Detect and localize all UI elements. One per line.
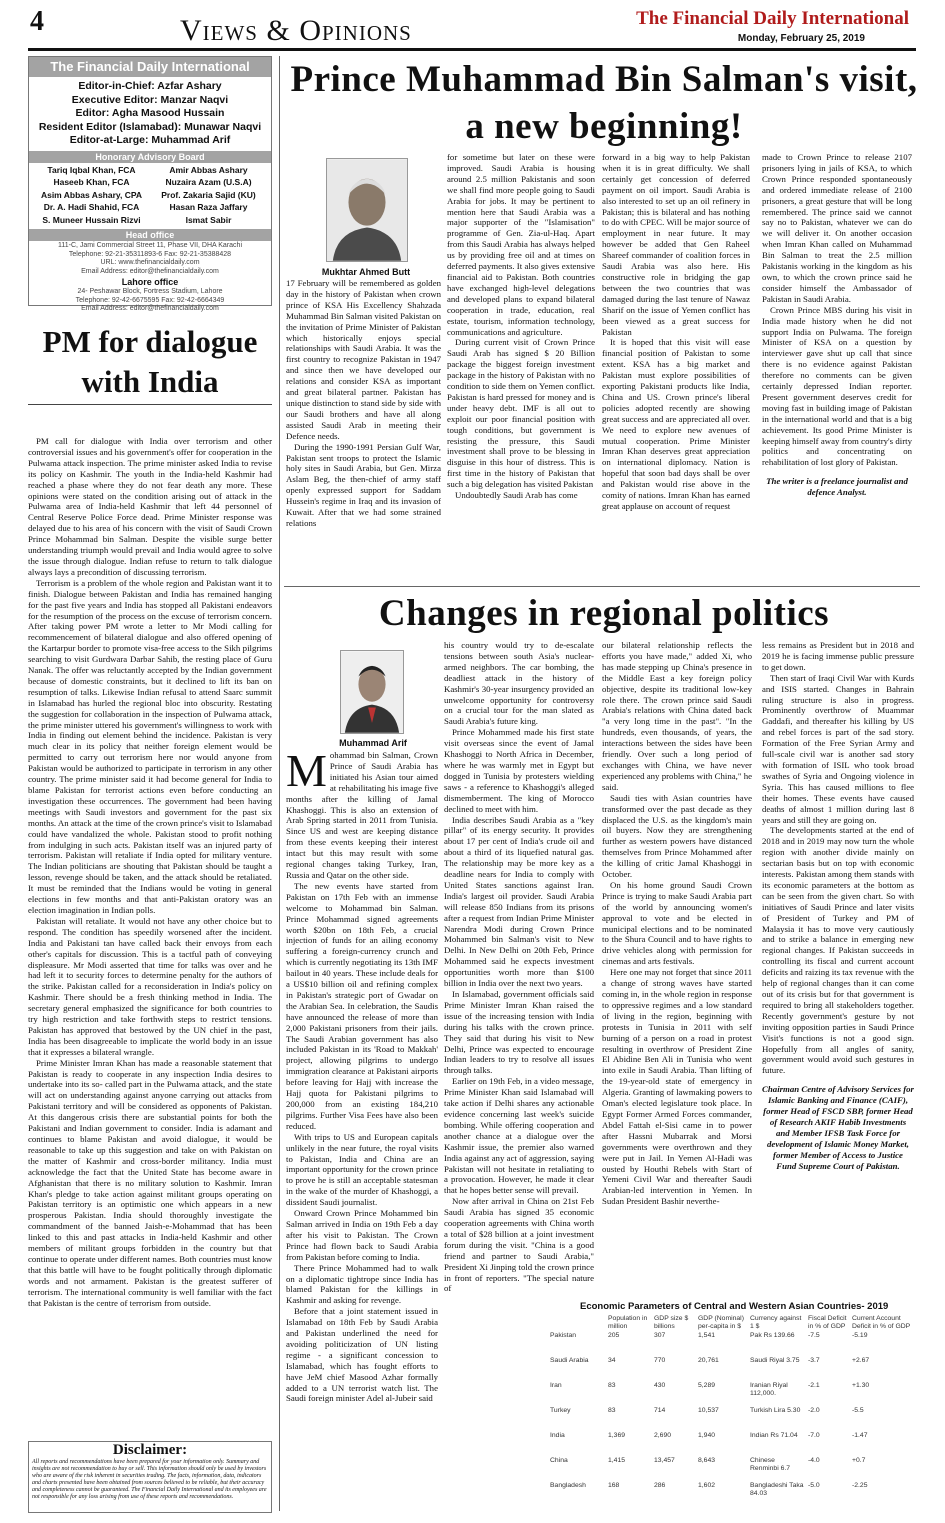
table-cell: 307	[654, 1332, 666, 1339]
table-cell: 770	[654, 1357, 666, 1364]
article1-col4	[762, 152, 912, 582]
table-cell: 205	[608, 1332, 620, 1339]
lahore-office-title: Lahore office	[121, 277, 179, 288]
issue-date: Monday, February 25, 2019	[737, 33, 865, 44]
article2-paragraph: Prince Mohammed made his first state visit overseas since the event of Jamal Khashoggi to North Africa in December, where he was warmly met in Egypt but dogged in Tunisia by protesters wielding saws - a reference to Khashoggi's alleged dismemberment. The king of Morocco declined to meet with him.	[444, 727, 594, 814]
editorial-paragraph: Terrorism is a problem of the whole region and Pakistan want it to finish. Dialogue between Pakistan and India has remained hanging for the past five years and India has stopped all Pakistani endeavors for the resumption of the process on the excuse of terrorism concern. After taking power PM wrote a letter to Mr Modi calling for recommencement of bilateral dialogue and also offered opening of the Kartarpur border to promote visa-free access to the Sikh pilgrims searching to visit Gurdwara Darbar Sahib, the resting place of Guru Nanak. The offer was reluctantly accepted by the Indian government because of domestic constraints, but it declined to lift its ban on resumption of talks. Likewise Indian refusal to attend Saarc summit in Islamabad has hurled the regional bloc into obscurity. Restating the suggestion for collaboration in the inspection of Pulwama attack, the prime minister uttered his government's willingness to work with India in finding out element behind the incidence. Pakistan is very much clear in its policy that neither foreign element would be permitted to carry out terrorism here nor would anyone from Pakistan would be authorized to participate in terrorism in any other country. The prime minister said it had become general for India to blame Pakistan for terrorist actions even before conducting an investigation these occurrences. The government had been having meetings with Saudi investors and government for the past six months. An attack at the time of the crown prince's visit to Islamabad could have vandalized the whole. Pakistan stood to profit nothing from indulging in such acts. Pakistan itself was an injured party of terrorism. Pakistan will retaliate if India opted for military venture. The Indian politicians are shouting that Pakistan should be taught a lesson, revenge should be taken, and the attack should be retaliated. It must be reminded that the Indians would be voting in general elections in few months and that anti-Pakistan oratory was an election imagination in Indian polls.	[28, 577, 272, 915]
article2-paragraph: his country would try to de-escalate tensions between south Asia's nuclear-armed neighbors. The car bombing, the deadliest attack in the history of Kashmir's 30-year insurgency provided an unwelcome opportunity for controversy on a crucial tour for the man slated as Saudi Arabia's future king.	[444, 640, 594, 727]
table-row	[548, 1357, 920, 1382]
table-cell: -1.47	[852, 1432, 868, 1439]
table-cell: Turkish Lira 5.30	[750, 1407, 801, 1414]
table-row	[548, 1482, 920, 1507]
table-cell: 1,541	[698, 1332, 716, 1339]
country-cell: Turkey	[550, 1407, 571, 1414]
table-header: Population in million	[608, 1315, 648, 1330]
table-cell: 1,369	[608, 1432, 626, 1439]
article1-title: Prince Muhammad Bin Salman's visit, a new beginning!	[290, 59, 918, 147]
table-cell: -5.19	[852, 1332, 868, 1339]
economic-parameters-table	[548, 1314, 920, 1507]
advisor: Asim Abbas Ashary, CPA	[40, 189, 143, 200]
editor-line: Resident Editor (Islamabad): Munawar Naqvi	[38, 120, 262, 133]
table-row	[548, 1432, 920, 1457]
table-cell: 10,537	[698, 1407, 719, 1414]
article2-signature: Chairman Centre of Advisory Services for Islamic Banking and Finance (CAIF), former Head of FSCD SBP, former Head of Research AKIF Habib Investments and Member IFSB Task Force for development of Islamic Money Market, former Member of Access to Justice Fund Supreme Court of Pakistan.	[762, 1084, 914, 1171]
newspaper-brand: The Financial Daily International	[636, 8, 909, 29]
article2-paragraph: In Islamabad, government officials said Prime Minister Imran Khan raised the issue of the increasing tension with India during his talks with the crown prince. They said that during his visit to New Delhi, Prince was expected to encourage Indian leaders to try to resolve all issues through talks.	[444, 989, 594, 1076]
article2-paragraph: With trips to US and European capitals unlikely in the near future, the royal visits to Pakistan, India and China are an important opportunity for the crown prince to prove he is still an acceptable statesman in the wake of the murder of Khashoggi, a dissident Saudi journalist.	[286, 1131, 438, 1208]
article1-paragraph: It is hoped that this visit will ease financial position of Pakistan to some extent. KSA has a big market and Pakistan must explore possibilities of exporting Pakistani products like India, China and US. Crown prince's liberal policies adopted recently are showing great success and are appreciated all over. We need to explore new avenues of mutual cooperation. Prime Minister Imran Khan deserves great appreciation on international diplomacy. Nation is hopeful that soon bad days shall be over and Pakistan would rise above in the comity of nations. Imran Khan has earned great applause on account of request	[602, 337, 750, 511]
table-cell: 13,457	[654, 1457, 675, 1464]
article2-paragraph	[286, 745, 438, 881]
advisor: Nuzaira Azam (U.S.A)	[165, 177, 252, 188]
address-line: 24- Peshawar Block, Fortress Stadium, Lahore	[77, 288, 223, 296]
article1-col2	[447, 152, 595, 582]
article1-paragraph: During current visit of Crown Prince Saudi Arab has signed $ 20 Billion package the biggest foreign investment package in the history of Pakistan with no condition to side them on Yemen conflict. Pakistan is hard pressed for money and is under heavy debt. IMF is all out to exploit our poor financial position with tough conditions, but government is resisting the pressure, this Saudi investment shall prove to be blessing in disguise in this hour of distress. This is first time in the history of Pakistan that such a big delegation has visited Pakistan	[447, 337, 595, 490]
email-line: Email Address: editor@thefinancialdaily.com	[81, 267, 219, 275]
editor-line: Editor: Agha Masood Hussain	[75, 107, 225, 119]
advisor: Ismat Sabir	[185, 214, 232, 225]
article1-signature: The writer is a freelance journalist and defence Analyst.	[766, 476, 908, 498]
table-header: Currency against 1 $	[750, 1315, 802, 1330]
column-divider	[279, 56, 280, 1511]
table-row	[548, 1457, 920, 1482]
article1-paragraph: forward in a big way to help Pakistan when it is in great difficulty. We shall certainly get concession of deferred payment on oil import. Saudi Arabia is also interested to set up an oil refinery in Pakistan; this is bilateral and has nothing to do with CPEC. Will be major source of employment in near future. It may however be added that Gen Raheel Shareef commander of coalition forces in Saudi Arabia was also here. His constructive role in bridging the gap between the two countries that was damaged during the last tenure of Nawaz Sharif on the issue of Yemen conflict has been viewed as a great success for Pakistan	[602, 152, 750, 337]
table-cell: 286	[654, 1482, 666, 1489]
article2-paragraph: Here one may not forget that since 2011 a change of strong waves have started coming in, in the whole region in response to oppressive regimes and a low standard of living in the region, beginning with protests in Tunisia in 2011 with self burning of a person on a road in protest resulting in overthrow of President Zine El Abidine Ben Ali in Tunisia who went into exile in Saudi Arabia. Than lifting of the 19-year-old state of emergency in Algeria. Granting of lawmaking powers to Oman's elected legislature took place. In Egypt Former Armed Forces commander, Abdel Fattah el-Sisi came in to power after Hassni Mubarrak and Morsi governments were overthrown and they were put in Jail. In Yemen Al-Hadi was ousted by Houthi Rebels with Start of Yemeni Civil War and thereafter Saudi Arabian-led intervention in Yemen. In Sudan President Bashir neverthe-	[602, 967, 752, 1207]
table-cell: Pak Rs 139.66	[750, 1332, 795, 1339]
advisory-board-list	[29, 163, 271, 228]
table-title: Economic Parameters of Central and Western Asian Countries- 2019	[580, 1301, 889, 1312]
editor-line: Editor-in-Chief: Azfar Ashary	[78, 80, 222, 92]
table-cell: 1,602	[698, 1482, 716, 1489]
advisor: S. Muneer Hussain Rizvi	[42, 214, 141, 225]
page-header	[0, 0, 945, 52]
country-cell: Saudi Arabia	[550, 1357, 589, 1364]
table-cell: 83	[608, 1382, 616, 1389]
editor-line: Editor-at-Large: Muhammad Arif	[69, 134, 231, 146]
article2-paragraph: Then start of Iraqi Civil War with Kurds and ISIS started. Changes in Bahrain ruling structure is also in progress. Prominently overthrow of Muammar Gaddafi, and thereafter his killing by US and rebel forces is part of the sad story. Formation of the Free Syrian Army and full-scale civil war is another sad story with formation of ISIL who took broad swathes of Syria and Ongoing violence in Syria. This has caused millions to flee their homes. These events have caused deaths of almost 1 million during last 8 years and still they are going on.	[762, 672, 914, 825]
article2-paragraph: Saudi ties with Asian countries have transformed over the past decade as they displaced the U.S. as the kingdom's main oil buyers. Now they are strengthening further as western powers have distanced themselves from Prince Mohammed after the killing of critic Jamal Khashoggi in October.	[602, 792, 752, 880]
table-body	[548, 1332, 920, 1507]
article2-paragraph: our bilateral relationship reflects the efforts you have made," added Xi, who has made stepping up China's presence in the Middle East a key foreign policy objective, despite its traditional low-key role there. The crown prince said Saudi Arabia's relations with China dated back "a very long time in the past". "In the hundreds, even thousands, of years, the interactions between the sides have been friendly. Over such a long period of exchanges with China, we have never experienced any problems with China," he said.	[602, 640, 752, 792]
table-row	[548, 1332, 920, 1357]
table-cell: Saudi Riyal 3.75	[750, 1357, 800, 1364]
page-number: 4	[30, 6, 44, 37]
table-cell: Iranian Riyal 112,000.	[750, 1382, 788, 1397]
masthead-box	[28, 56, 272, 313]
table-cell: Bangladeshi Taka 84.03	[750, 1482, 804, 1497]
phone-line: Telephone: 92-21-35311893-6 Fax: 92-21-35388428	[68, 250, 232, 258]
article2-col1	[286, 640, 438, 1512]
article1-paragraph: for sometime but later on these were improved. Saudi Arabia is housing around 2.5 million Pakistanis and soon we shall find more people going to Saudi Arabia for jobs. It may be pertinent to mention here that Saudi Arabia was a major supporter of the "Islamisation" programme of Gen. Zia-ul-Haq. Apart from this Saudi Arabia has always helped us by providing free oil and at times on deferred payments. It also gives extensive financial aid to Pakistan. Both countries have exchanged high-level delegations and developed plans to expand bilateral cooperation in trade, education, real estate, tourism, information technology, communications and agriculture.	[447, 152, 595, 337]
table-cell: -5.5	[852, 1407, 864, 1414]
editorial-body	[28, 436, 272, 1431]
head-office-address	[29, 241, 271, 277]
disclaimer-title: Disclaimer:	[112, 1442, 188, 1458]
table-cell: +2.67	[852, 1357, 870, 1364]
table-cell: 83	[608, 1407, 616, 1414]
header-rule	[28, 48, 916, 51]
advisor: Haseeb Khan, FCA	[53, 177, 130, 188]
masthead-title: The Financial Daily International	[29, 57, 271, 77]
phone-line: Telephone: 92-42-6675595 Fax: 92-42-6664349	[75, 296, 225, 304]
article2-col4	[762, 640, 914, 1295]
table-cell: 34	[608, 1357, 616, 1364]
table-cell: 168	[608, 1482, 620, 1489]
disclaimer-text: All reports and recommendations have been prepared for your information only. Summary and insights are not recommendation to buy or sell. This information should only be used by investors who are aware of the risk inherent in securities trading. The facts, information, data, indicators and charts presented have been obtained from sources believed to be reliable, but their accuracy and completeness cannot be guaranteed. The Financial Daily International and its employees are not responsible for any loss arising from use of these reports and recommendations.	[32, 1459, 267, 1500]
article2-paragraph: Onward Crown Prince Mohammed bin Salman arrived in India on 19th Feb a day after his visit to Pakistan. The Crown Prince had flown back to Saudi Arabia from Pakistan before coming to India.	[286, 1208, 438, 1262]
table-cell: -7.5	[808, 1332, 820, 1339]
table-cell: 1,940	[698, 1432, 716, 1439]
article2-col3	[602, 640, 752, 1290]
table-cell: -5.0	[808, 1482, 820, 1489]
table-cell: -2.0	[808, 1407, 820, 1414]
article2-paragraph: On his home ground Saudi Crown Prince is trying to make Saudi Arabia part of the world by announcing women's approval to vote and be elected in municipal elections and to be nominated to the Shura Council and to have rights to drive vehicles along with permission for cinemas and arts festivals.	[602, 879, 752, 967]
table-cell: Chinese Renminbi 6.7	[750, 1457, 791, 1472]
advisory-board-title: Honorary Advisory Board	[29, 151, 271, 163]
advisor: Amir Abbas Ashary	[169, 164, 248, 175]
table-cell: -2.25	[852, 1482, 868, 1489]
article1-paragraph: made to Crown Prince to release 2107 prisoners lying in jails of KSA, to which Crown Prince responded spontaneously and ordered immediate release of 2100 prisoners, a great gesture that will be long remembered. The prince said we cannot say no to Pakistan, whatever we can do we will deliver it. On another occasion when Imran Khan called on Muhammad Bin Salman to treat the 2.5 million Pakistanis working in the kingdom as his own, to which the crown prince said he consider himself the Ambassador of Pakistan in Saudi Arabia.	[762, 152, 912, 304]
article1-col3	[602, 152, 750, 582]
address-line: 111-C, Jami Commercial Street 11, Phase VII, DHA Karachi	[57, 242, 242, 250]
editorial-paragraph: Prime Minister Imran Khan has made a reasonable statement that Pakistan is ready to cooperate in any inspection India desires to undertake into its so- called part in the Pulwama attack, and the state will act on understanding against anyone carrying out attacks from Pakistani territory and will be considered as opponents of Pakistan. At this dangerous crisis there are substantial points for both the Pakistani and Indian government to consider. India is adamant and continues to blame Pakistan and avoid dialogue, it would be reasonable to take up this suggestion and take on with Pakistan on the matter of Kashmir and cross-border militancy. India must acknowledge the fact that the United State has become aware in Afghanistan that there is no military solution to Kashmir. Imran Khan's pledge to take action against militant groups operating on Pakistan territory is an optimistic one which appears in a new prosperous Pakistan. India should thoroughly investigate the commandment of the banned Jaish-e-Mohammad that has been linked to this and past attacks in India-held Kashmir and other members of militant groups forbidden in the country but that continue to operate under different names. Both countries must know that this battle will have to be fought politically through diplomatic words and not armament. Pakistan is the greatest sufferer of terrorism. The international community is well familiar with the fact that Pakistan is the centre of terrorism from outside.	[28, 1057, 272, 1308]
editorial-paragraph: PM call for dialogue with India over terrorism and other controversial issues and his government's offer for cooperation in the Pulwama attack inspection. The prime minister asked India to revise its policy on Kashmir. The youth in the India-held Kashmir had reached a phase where they do not fear death any more. These opinions were stated on the condition arising out of attack in the Pulwama area of India-held Kashmir that left 44 personnel of Central Reserve Police Force dead. Prime Minister response was delayed due to his area of his concern with the visit of Saudi Crown Prince Mohammad bin Salman. Despite the visible surge better understanding triumph would prevail and India would agree to solve the issue through dialogue. Indian refuse to return to talk dialogue always lays a precondition of discussing terrorism.	[28, 436, 272, 577]
table-cell: -4.0	[808, 1457, 820, 1464]
article-separator	[284, 586, 920, 587]
lahore-office-address	[29, 287, 271, 315]
editorial-paragraph: Pakistan will retaliate. It would not have any other choice but to respond. The condition has speedily worsened after the incident. India and Pakistani tan have called back their envoys from each other's capitals for discussion. This is a tactful path of conveying displeasure. Mr Modi asserted that time for talks was over and he had left it to security forces to determine penalty for the authors of the strike. Pakistan called for a reconsideration in India's policy on Kashmir. There should be a fresh thinking method in India. The secretary general emphasized the significance for both countries to try high restriction and take forthwith steps to restrict tensions. Pakistan has approved that bestowed by the UN chief in the past, India has been disagreeable to implicate the world body in an issue that it expresses a bilateral wrangle.	[28, 915, 272, 1057]
country-cell: Pakistan	[550, 1332, 577, 1339]
article2-paragraph: The developments started at the end of 2018 and in 2019 may now turn the whole region with another divide mainly on sectarian basis but on top with economic interests. Pakistan among them stands with its economic parameters at the bottom as can be seen from the given chart. So with initiatives of Saudi Prince and later visits of President of Turkey and PM of Malaysia it has to move very cautiously and to strike a balance in emerging new regional changes. If Pakistan succeeds in controlling its fiscal and current account deficits and raizing its tax revenue with the help of regional changes than it can come out of its crisis but for that government is required to bring all stakeholders together. Recently government's gesture by not inviting opposition parties in Saudi Prince Visit's functions is not a good sign. Hopefully from all angles of sanity, government would avoid such gestures in future.	[762, 825, 914, 1076]
table-cell: -2.1	[808, 1382, 820, 1389]
article2-paragraph: Before that a joint statement issued in Islamabad on 18th Feb by Saudi Arabia and Pakistan underlined the need for avoiding politicization of UN listing regime - a significant concession to Islamabad, which has fought efforts to have JeM chief Masood Azhar formally added to a UN terrorist watch list. The Saudi foreign minister Adel al-Jubeir said	[286, 1306, 438, 1404]
article1-author: Mukhtar Ahmed Butt	[321, 267, 411, 277]
table-header: GDP (Nominal) per-capita in $	[698, 1315, 744, 1330]
editors-list	[29, 77, 271, 148]
article1-col1	[286, 152, 441, 582]
table-cell: 20,761	[698, 1357, 719, 1364]
editorial-title: PM for dialogue with India	[42, 324, 258, 399]
article1-paragraph: During the 1990-1991 Persian Gulf War, Pakistan sent troops to protect the Islamic holy sites in Saudi Arabia, but Gen. Mirza Aslam Beg, the then-chief of army staff openly expressed support for Saddam Hussein's regime in Iraq and its invasion of Kuwait. After that we had some strained relations	[286, 441, 441, 528]
table-cell: -3.7	[808, 1357, 820, 1364]
disclaimer-box	[28, 1441, 272, 1513]
table-header: Current Account Deficit in % of GDP	[852, 1315, 911, 1330]
article1-paragraph: 17 February will be remembered as golden day in the history of Pakistan when crown prince of KSA His Excellency Shahzada Muhammad Bin Salman visited Pakistan on the invitation of Prime Minister of Pakistan which historically enjoys special relationships with Saudi Arabia. It was the first country to recognize Pakistan in 1947 and since then we have developed our relations and consider KSA as important and great bilateral partner. Pakistan has unique distinction to stand side by side with our Saudi brothers and have all along assisted Saudi Arab in meeting their Defence needs.	[286, 278, 441, 441]
table-cell: 430	[654, 1382, 666, 1389]
table-cell: 2,690	[654, 1432, 672, 1439]
drop-cap: M	[286, 745, 327, 796]
email-line: Email Address: editor@thefinancialdaily.com	[81, 305, 219, 313]
article2-title: Changes in regional politics	[378, 593, 830, 634]
article2-paragraph: less remains as President but in 2018 and 2019 he is facing immense public pressure to get down.	[762, 640, 914, 672]
url-line: URL: www.thefinancialdaily.com	[100, 259, 200, 267]
table-row	[548, 1407, 920, 1432]
advisor: Hasan Raza Jaffary	[169, 202, 248, 213]
table-cell: -7.0	[808, 1432, 820, 1439]
article1-paragraph: Crown Prince MBS during his visit in India made history when he did not support India on Pulwama. The foreign Minister of KSA on a question by interviewer gave shut up call that since there is no evidence against Pakistan therefore no comments can be given certainly depressed Indian reporter. Present government deserves credit for moving fast in building image of Pakistan in the international world and that is a big achievement. Its good Prime Minister is keeping himself away from country's dirty politics and concentrating on rehabilitation of lost glory of Pakistan.	[762, 304, 912, 468]
table-cell: 714	[654, 1407, 666, 1414]
table-cell: +0.7	[852, 1457, 866, 1464]
advisor: Tariq Iqbal Khan, FCA	[47, 164, 136, 175]
head-office-title: Head office	[29, 229, 271, 241]
table-cell: +1.30	[852, 1382, 870, 1389]
table-header	[548, 1314, 606, 1332]
table-header: GDP size $ billions	[654, 1315, 689, 1330]
article2-paragraph: Earlier on 19th Feb, in a video message, Prime Minister Khan said Islamabad will take action if Delhi shares any actionable evidence concerning last week's suicide bombing. While offering cooperation and another chance at a dialogue over the Kashmir issue, the premier also warned India against any act of aggression, saying Pakistan will not hesitate in retaliating to a provocation. However, he made it clear that he hopes better sense will prevail.	[444, 1076, 594, 1196]
table-cell: 5,289	[698, 1382, 716, 1389]
article2-paragraph: Now after arrival in China on 21st Feb Saudi Arabia has signed 35 economic cooperation agreements with China worth a total of $28 billion at a joint investment forum during the visit. "China is a good friend and partner to Saudi Arabia," President Xi Jinping told the crown prince in front of reporters. "The special nature of	[444, 1196, 594, 1294]
table-header: Fiscal Deficit in % of GDP	[808, 1315, 847, 1330]
article2-paragraph-text: ohammad bin Salman, Crown Prince of Saudi Arabia has initiated his Asian tour aimed at rehabilitating his image five months after the killing of Jamal Khashoggi. This is also an extension of Arab Spring started in 2011 from Tunisia. Since US and west are keeping distance from these events keeping their interest intact but this may result with some regional changes taking Turkey, Iran, Russia and Qatar on the other side.	[286, 750, 438, 880]
article2-paragraph: India describes Saudi Arabia as a "key pillar" of its energy security. It provides about 17 per cent of India's crude oil and about a third of its liquefied natural gas. The relationship may be more key as a deadline nears for India to comply with United States sanctions against Iran. India's largest oil provider. Saudi Arabia will release 850 Indians from its prisons after a request from Indian Prime Minister Narendra Modi during Crown Prince Mohammed bin Salman's visit to New Delhi. In New Delhi on 20th Feb, Prince Mohammed said he expects investment opportunities worth more than $100 billion in India over the next two years.	[444, 814, 594, 989]
editorial-rule	[28, 404, 272, 405]
advisor: Prof. Zakaria Sajid (KU)	[161, 189, 256, 200]
article2-author: Muhammad Arif	[339, 738, 407, 748]
country-cell: Bangladesh	[550, 1482, 586, 1489]
article2-paragraph: The new events have started from Pakistan on 17th Feb with an immense welcome to Mohammad bin Salman. Prince Mohammad signed agreements worth $20bn on 18th Feb, a crucial injection of funds for an ailing economy suffering a foreign-currency crunch and which is currently negotiating its 13th IMF bailout in 40 years. These include deals for a US$10 billion oil and refining complex in Pakistan's strategic port of Gwadar on the Arabian Sea. In celebration, the Saudis have announced the release of more than 2,000 Pakistani prisoners from their jails. The Saudi Arabian government has also included Pakistan in its 'Road to Makkah' project, allowing pilgrims to undergo immigration clearance at Pakistani airports before leaving for Hajj with increase the Hajj quota for Pakistani pilgrims to 200,000 from an existing 184,210 pilgrims. Further Visa Fees have also been reduced.	[286, 880, 438, 1131]
article1-paragraph: Undoubtedly Saudi Arab has come	[455, 490, 578, 501]
table-cell: 1,415	[608, 1457, 626, 1464]
section-title: Views & Opinions	[180, 14, 412, 47]
table-cell: Indian Rs 71.04	[750, 1432, 798, 1439]
country-cell: India	[550, 1432, 565, 1439]
country-cell: Iran	[550, 1382, 562, 1389]
table-cell: 8,643	[698, 1457, 716, 1464]
table-row	[548, 1382, 920, 1407]
table-header-row	[548, 1314, 920, 1332]
article2-paragraph: There Prince Mohammed had to walk on a diplomatic tightrope since India has blamed Pakistan for the killings in Kashmir and asking for revenge.	[286, 1262, 438, 1306]
country-cell: China	[550, 1457, 568, 1464]
editor-line: Executive Editor: Manzar Naqvi	[71, 93, 229, 106]
photo-spacer	[286, 152, 441, 278]
photo-spacer	[286, 640, 438, 750]
advisor: Dr. A. Hadi Shahid, FCA	[43, 202, 140, 213]
